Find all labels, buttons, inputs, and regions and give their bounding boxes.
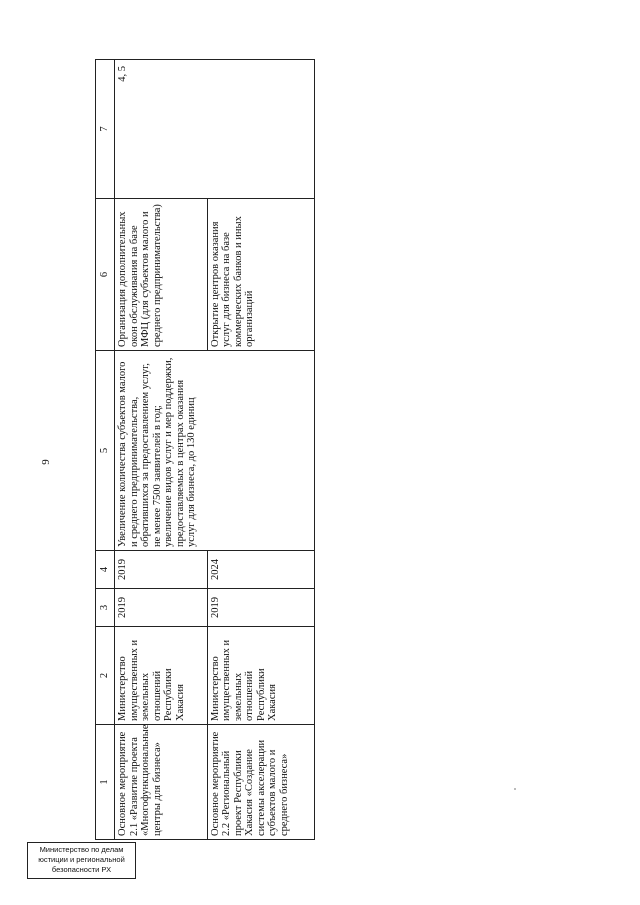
cell-start-year: 2019 xyxy=(115,589,208,627)
stamp-line-1: Министерство по делам xyxy=(39,845,124,854)
page-number xyxy=(36,455,56,469)
cell-result: Увеличение количества субъектов малого и среднего предпринимательства, обратившихся за предоставлением услуг, не менее 7500 заявителей в год; увеличение видов услуг и мер поддержки, предоставляемых в центрах оказания услуг для бизнеса, до 130 единиц xyxy=(115,351,315,551)
cell-executor: Министерство имущественных и земельных отношений Республики Хакасия xyxy=(115,627,208,725)
header-col-7: 7 xyxy=(96,60,115,199)
cell-start-year: 2019 xyxy=(207,589,314,627)
cell-end-year: 2019 xyxy=(115,551,208,589)
stamp-line-2: юстиции и региональной xyxy=(38,855,125,864)
plan-table-container xyxy=(95,60,315,840)
plan-table xyxy=(95,59,315,840)
header-col-2: 2 xyxy=(96,627,115,725)
header-col-1: 1 xyxy=(96,725,115,840)
header-col-5: 5 xyxy=(96,351,115,551)
header-col-4: 4 xyxy=(96,551,115,589)
stamp-line-3: безопасности РХ xyxy=(51,865,112,874)
cell-end-year: 2024 xyxy=(207,551,314,589)
table-header-row xyxy=(96,60,115,840)
table-row xyxy=(115,60,208,840)
scan-speck xyxy=(514,788,516,790)
cell-executor: Министерство имущественных и земельных отношений Республики Хакасия xyxy=(207,627,314,725)
page-number-text: 9 xyxy=(40,459,52,465)
cell-indicators: 4, 5 xyxy=(115,60,315,199)
cell-measure: Основное мероприятие 2.2 «Региональный проект Республики Хакасия «Создание системы акселерации субъектов малого и среднего бизнеса» xyxy=(207,725,314,840)
header-col-3: 3 xyxy=(96,589,115,627)
plan-table-rotated xyxy=(95,60,315,840)
header-col-6: 6 xyxy=(96,199,115,351)
cell-directions: Организация дополнительных окон обслуживания на базе МФЦ (для субъектов малого и среднего предпринимательства) xyxy=(115,199,208,351)
ministry-stamp xyxy=(27,842,136,879)
cell-directions: Открытие центров оказания услуг для бизнеса на базе коммерческих банков и иных организаций xyxy=(207,199,314,351)
cell-measure: Основное мероприятие 2.1 «Развитие проекта «Многофункциональные центры для бизнеса» xyxy=(115,725,208,840)
